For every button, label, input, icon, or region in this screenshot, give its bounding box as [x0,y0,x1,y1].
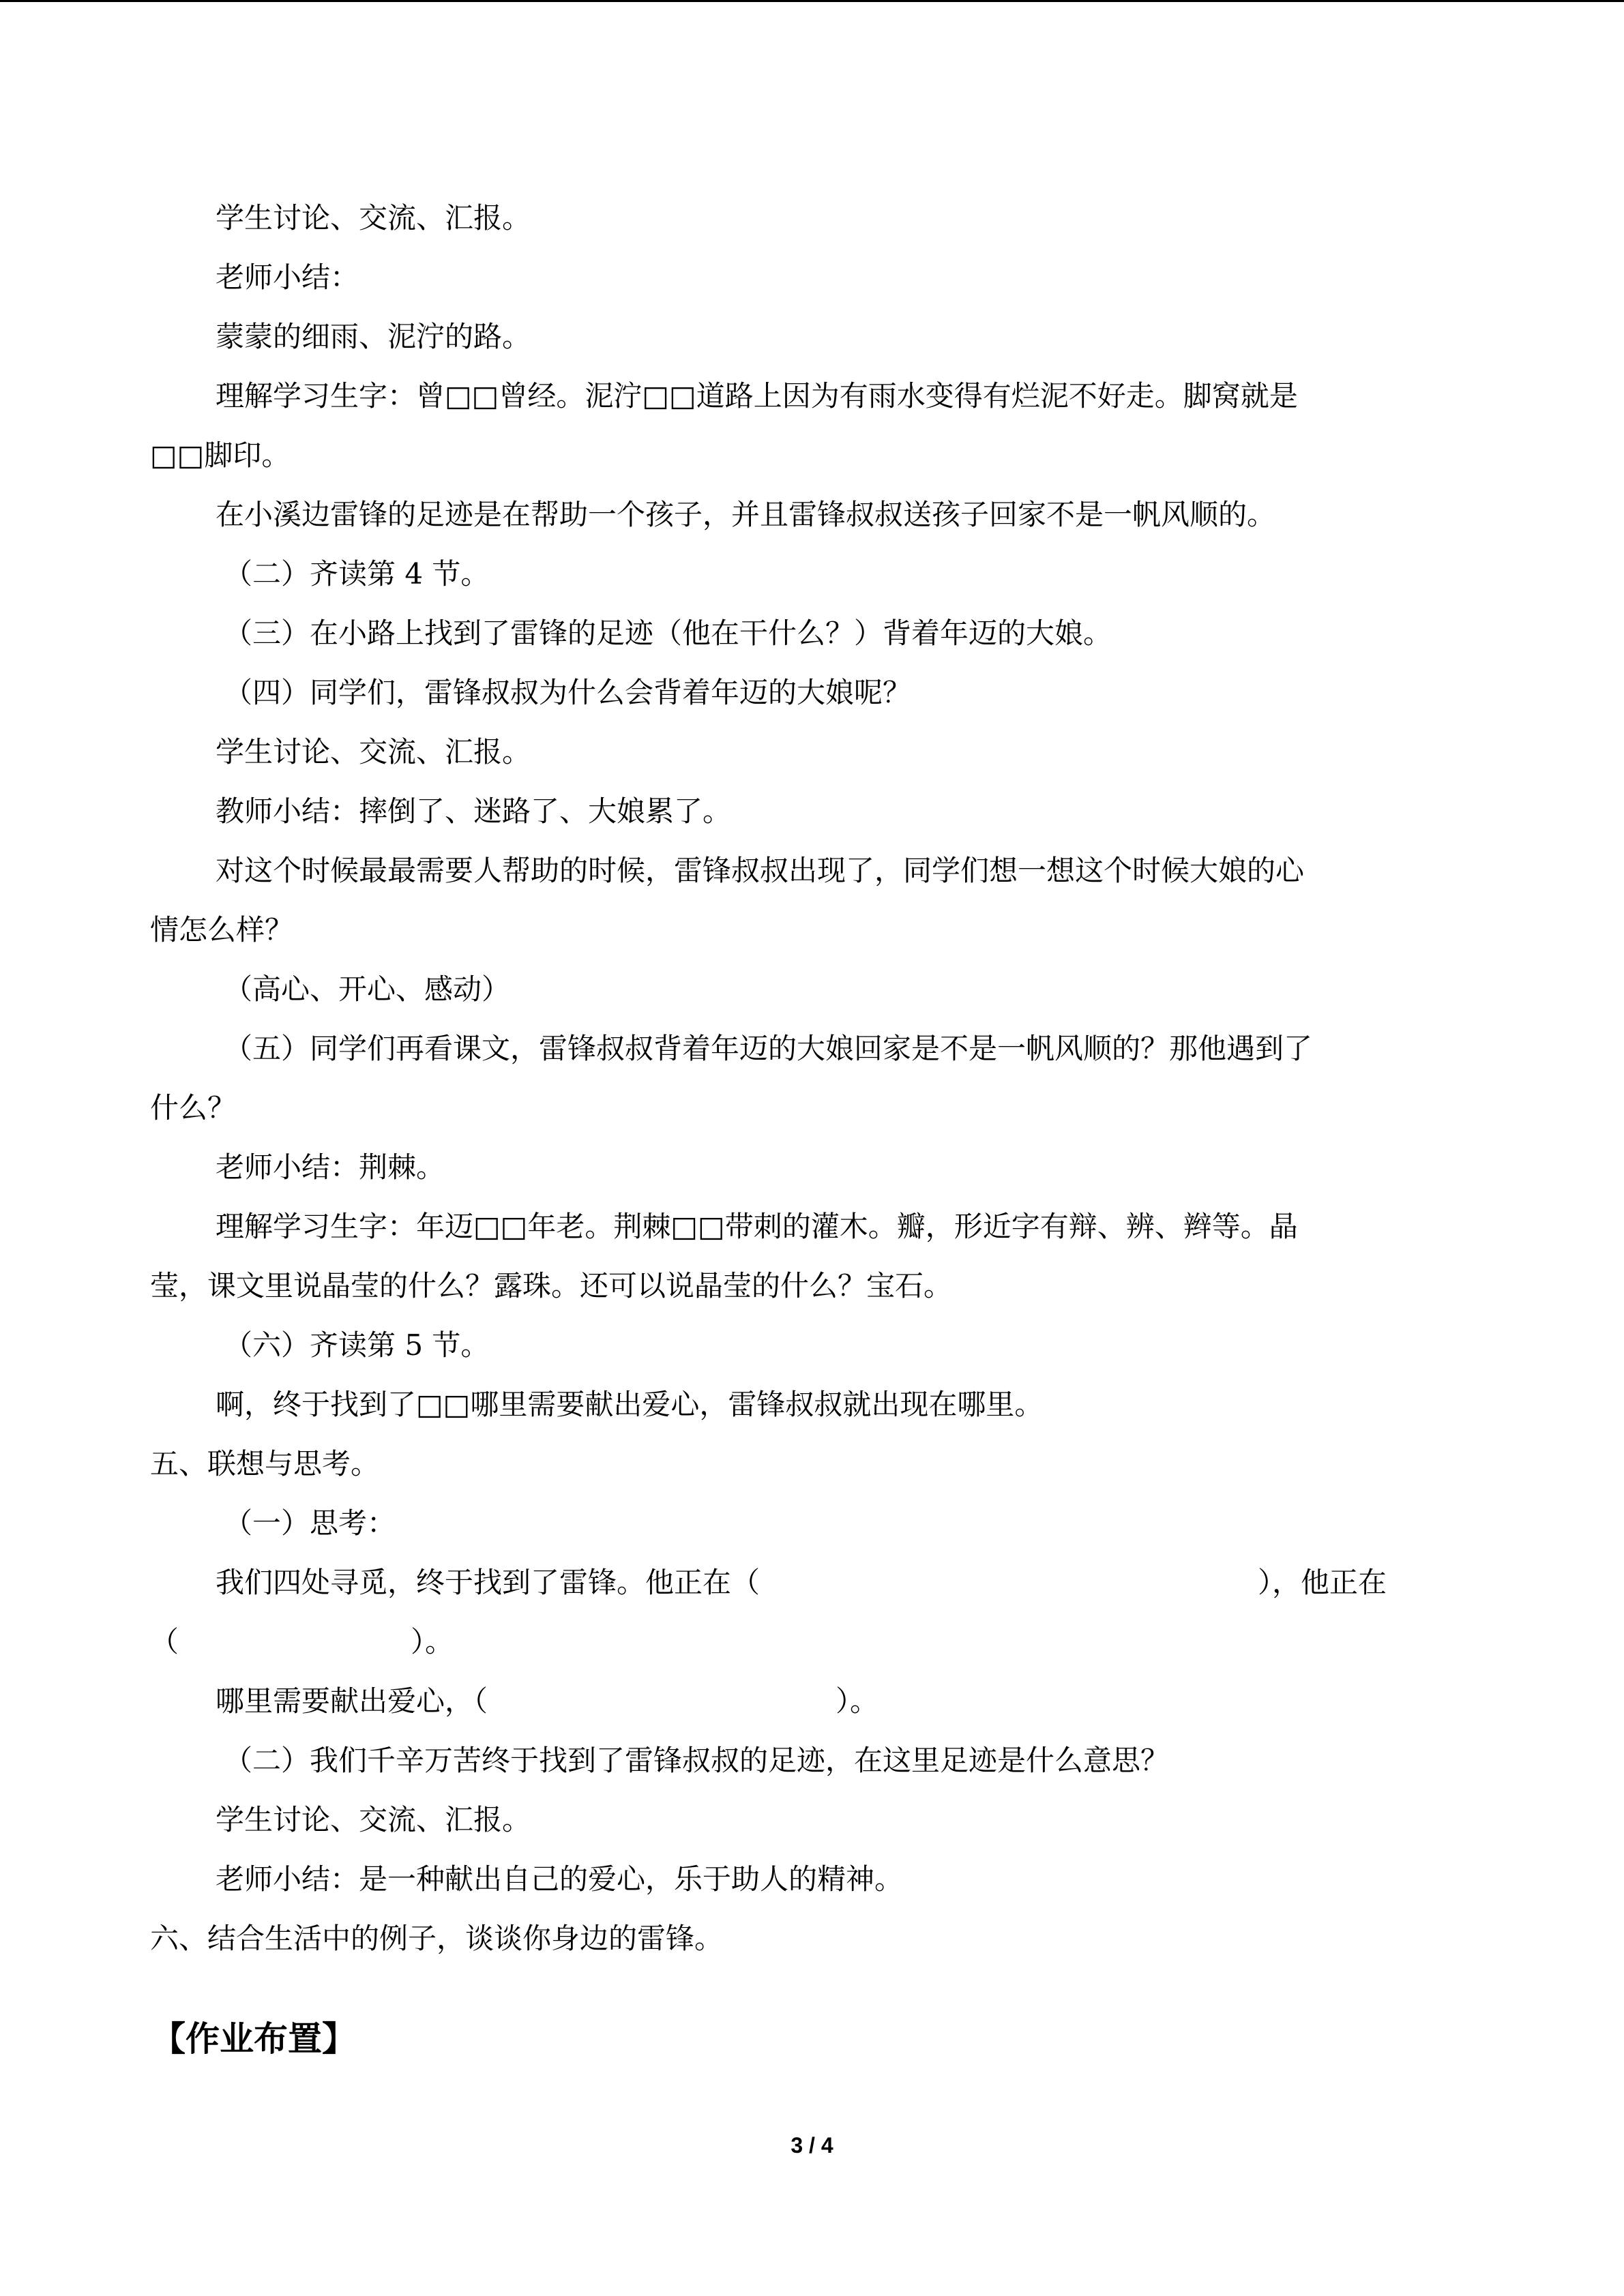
paragraph-line: （五）同学们再看课文，雷锋叔叔背着年迈的大娘回家是不是一帆风顺的？那他遇到了 [224,1032,1313,1065]
section-heading: 五、联想与思考。 [150,1447,380,1480]
paragraph-line: （四）同学们，雷锋叔叔为什么会背着年迈的大娘呢？ [224,676,912,709]
paragraph-line: 对这个时候最最需要人帮助的时候，雷锋叔叔出现了，同学们想一想这个时候大娘的心 [216,854,1305,887]
fill-blank-line [150,1568,1487,1598]
paragraph-line: 啊，终于找到了□□哪里需要献出爱心，雷锋叔叔就出现在哪里。 [216,1388,1044,1421]
fill-blank-line [150,1686,1487,1716]
blank-text-after: ）。 [411,1625,454,1658]
paragraph-line: 老师小结：是一种献出自己的爱心，乐于助人的精神。 [216,1862,904,1896]
paragraph-line: （二）我们千辛万苦终于找到了雷锋叔叔的足迹，在这里足迹是什么意思？ [224,1744,1170,1777]
paragraph-line: 学生讨论、交流、汇报。 [216,1803,531,1836]
paragraph-line: □□脚印。 [150,438,291,472]
paragraph-line: （一）思考： [224,1506,396,1540]
blank-text-before: 我们四处寻觅，终于找到了雷锋。他正在（ [216,1566,761,1599]
lesson-body [150,203,1487,1983]
paragraph-line: 老师小结：荆棘。 [216,1150,445,1184]
paragraph-line: （高心、开心、感动） [224,972,511,1006]
blank-text-before: 哪里需要献出爱心，（ [216,1684,488,1718]
paragraph-line: 理解学习生字：年迈□□年老。荆棘□□带刺的灌木。瓣，形近字有辩、辨、辫等。晶 [216,1210,1298,1243]
paragraph-line: 老师小结： [216,260,359,294]
paragraph-line: 什么？ [150,1091,237,1124]
top-border [0,0,1624,2]
paragraph-line: 理解学习生字：曾□□曾经。泥泞□□道路上因为有雨水变得有烂泥不好走。脚窝就是 [216,379,1298,413]
paragraph-line: （二）齐读第 4 节。 [224,557,490,591]
paragraph-line: 莹，课文里说晶莹的什么？露珠。还可以说晶莹的什么？宝石。 [150,1269,953,1302]
fill-blank-line [150,1627,1487,1657]
paragraph-line: 学生讨论、交流、汇报。 [216,735,531,769]
section-heading: 六、结合生活中的例子，谈谈你身边的雷锋。 [150,1922,724,1955]
paragraph-line: （六）齐读第 5 节。 [224,1328,490,1362]
page-number: 3 / 4 [791,2133,833,2158]
blank-text-before: （ [150,1625,179,1658]
paragraph-line: 在小溪边雷锋的足迹是在帮助一个孩子，并且雷锋叔叔送孩子回家不是一帆风顺的。 [216,498,1276,531]
blank-text-after: ）。 [836,1684,879,1718]
blank-text-after: ），他正在 [1258,1566,1387,1599]
paragraph-line: 学生讨论、交流、汇报。 [216,201,531,235]
paragraph-line: 情怎么样？ [150,913,294,946]
paragraph-line: （三）在小路上找到了雷锋的足迹（他在干什么？）背着年迈的大娘。 [224,616,1112,650]
homework-heading: 【作业布置】 [151,2019,356,2059]
paragraph-line: 蒙蒙的细雨、泥泞的路。 [216,320,531,353]
paragraph-line: 教师小结：摔倒了、迷路了、大娘累了。 [216,794,732,828]
